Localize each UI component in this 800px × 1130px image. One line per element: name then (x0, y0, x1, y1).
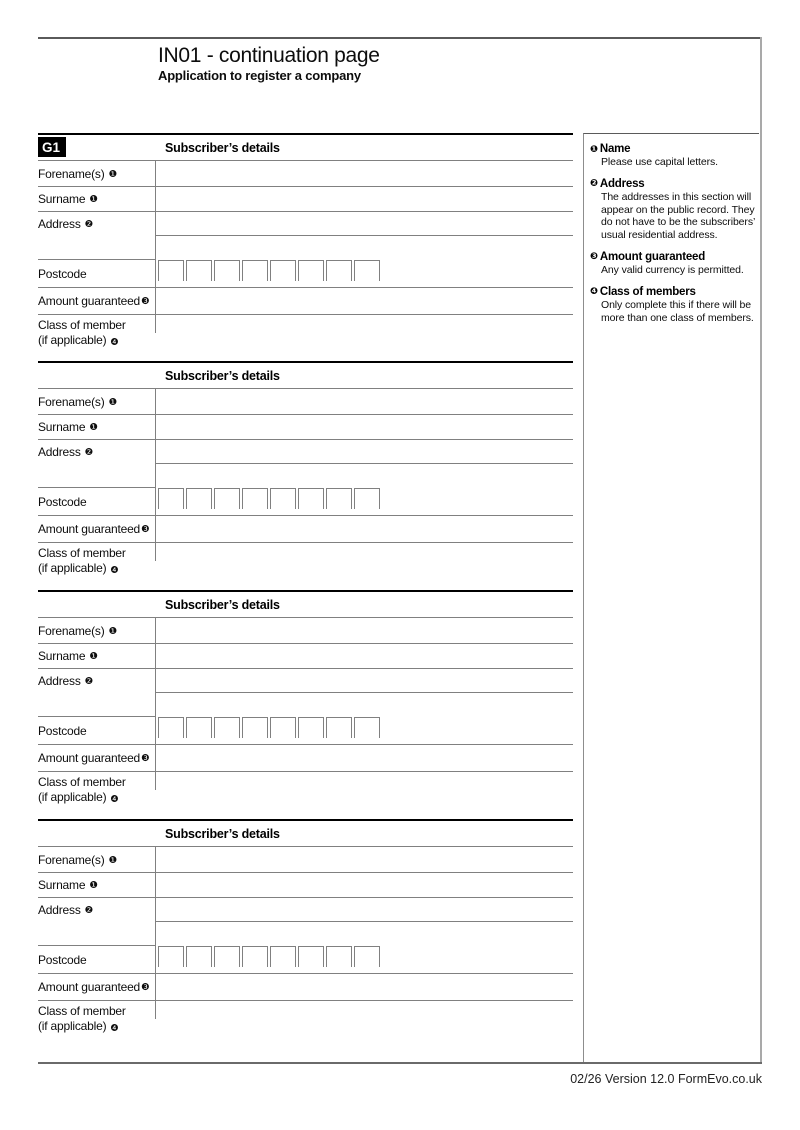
surname-input[interactable] (155, 415, 573, 439)
address-row-2 (38, 922, 573, 946)
amount-guaranteed-label: Amount guaranteed ❸ (38, 980, 150, 994)
surname-label: Surname ❶ (38, 649, 98, 663)
note-3-marker-icon: ❸ (141, 296, 150, 307)
note-2-marker-icon: ❷ (590, 178, 598, 190)
subscriber-block-1 (38, 133, 573, 366)
surname-row (38, 187, 573, 212)
surname-row (38, 644, 573, 669)
form-title: IN01 - continuation page (158, 44, 380, 67)
class-of-member-label: Class of member (if applicable) ❹ (38, 775, 126, 805)
postcode-box[interactable] (270, 946, 296, 967)
address-row-2 (38, 236, 573, 260)
surname-row (38, 873, 573, 898)
note-1-marker-icon: ❶ (108, 396, 117, 408)
note-2-marker-icon: ❷ (84, 676, 93, 687)
postcode-box[interactable] (298, 488, 324, 509)
address-label: Address ❷ (38, 903, 93, 917)
amount-guaranteed-label: Amount guaranteed ❸ (38, 294, 150, 308)
note-1-marker-icon: ❶ (89, 880, 98, 891)
postcode-box[interactable] (242, 260, 268, 281)
postcode-box[interactable] (242, 488, 268, 509)
column-divider (155, 847, 156, 1019)
address-line2-input[interactable] (155, 464, 573, 488)
class-of-member-label: Class of member (if applicable) ❹ (38, 318, 126, 348)
postcode-box[interactable] (186, 488, 212, 509)
note-4-marker-icon: ❹ (590, 286, 598, 298)
postcode-box[interactable] (270, 488, 296, 509)
postcode-box[interactable] (326, 488, 352, 509)
amount-guaranteed-input[interactable] (155, 745, 573, 771)
postcode-box[interactable] (186, 946, 212, 967)
forenames-row (38, 847, 573, 873)
postcode-box[interactable] (158, 488, 184, 509)
postcode-box[interactable] (326, 946, 352, 967)
note-4-marker-icon: ❹ (110, 336, 119, 348)
class-of-member-input[interactable] (155, 543, 573, 594)
postcode-box[interactable] (326, 717, 352, 738)
surname-input[interactable] (155, 187, 573, 211)
postcode-boxes (155, 946, 573, 973)
note-body: Any valid currency is permitted. (601, 263, 744, 276)
section-title: Subscriber’s details (165, 827, 280, 841)
address-line1-input[interactable] (155, 440, 573, 464)
note-1-marker-icon: ❶ (108, 854, 117, 866)
column-divider (155, 618, 156, 790)
address-row-2 (38, 693, 573, 717)
address-row-1 (38, 212, 573, 236)
bottom-rule (38, 1062, 762, 1064)
surname-label: Surname ❶ (38, 420, 98, 434)
address-line1-input[interactable] (155, 212, 573, 236)
address-row-1 (38, 898, 573, 922)
postcode-box[interactable] (326, 260, 352, 281)
postcode-box[interactable] (242, 946, 268, 967)
note-4-marker-icon: ❹ (110, 564, 119, 576)
note-1-marker-icon: ❶ (108, 625, 117, 637)
forenames-row (38, 389, 573, 415)
section-header-row (38, 363, 573, 389)
amount-guaranteed-row (38, 288, 573, 315)
postcode-box[interactable] (214, 946, 240, 967)
postcode-box[interactable] (186, 260, 212, 281)
note-2-marker-icon: ❷ (84, 447, 93, 458)
subscriber-block-4 (38, 819, 573, 1052)
note-body: Only complete this if there will be more than one class of members. (601, 298, 754, 324)
address-line2-input[interactable] (155, 236, 573, 260)
note-body: Please use capital letters. (601, 156, 718, 168)
note-name (590, 143, 759, 169)
postcode-box[interactable] (354, 488, 380, 509)
form-subtitle: Application to register a company (158, 68, 361, 83)
forenames-input[interactable] (155, 618, 573, 643)
note-1-marker-icon: ❶ (108, 168, 117, 180)
address-row-2 (38, 464, 573, 488)
class-of-member-input[interactable] (155, 1001, 573, 1052)
notes-sidebar (583, 133, 759, 1062)
note-class-of-members (590, 286, 759, 325)
note-4-marker-icon: ❹ (110, 1022, 119, 1034)
postcode-box[interactable] (158, 717, 184, 738)
surname-label: Surname ❶ (38, 192, 98, 206)
section-badge-g1: G1 (38, 137, 66, 157)
section-header-row (38, 135, 573, 161)
note-3-marker-icon: ❸ (141, 982, 150, 993)
surname-input[interactable] (155, 873, 573, 897)
postcode-label: Postcode (38, 723, 87, 738)
note-title: Address (599, 177, 645, 190)
forenames-input[interactable] (155, 389, 573, 414)
amount-guaranteed-input[interactable] (155, 288, 573, 314)
postcode-row (38, 260, 573, 288)
class-of-member-input[interactable] (155, 772, 573, 823)
section-title: Subscriber’s details (165, 598, 280, 612)
postcode-box[interactable] (354, 260, 380, 281)
forenames-row (38, 161, 573, 187)
class-of-member-row (38, 543, 573, 594)
note-body: The addresses in this section will appear on the public record. They do not have to be the subscribers’ usual residential address. (601, 190, 755, 242)
surname-row (38, 415, 573, 440)
subscriber-block-2 (38, 361, 573, 594)
note-2-marker-icon: ❷ (84, 905, 93, 916)
postcode-box[interactable] (214, 260, 240, 281)
forenames-input[interactable] (155, 847, 573, 872)
note-1-marker-icon: ❶ (89, 194, 98, 205)
class-of-member-label: Class of member (if applicable) ❹ (38, 546, 126, 576)
note-1-marker-icon: ❶ (89, 651, 98, 662)
postcode-box[interactable] (214, 717, 240, 738)
forenames-row (38, 618, 573, 644)
address-row-1 (38, 440, 573, 464)
note-1-marker-icon: ❶ (89, 422, 98, 433)
postcode-box[interactable] (158, 260, 184, 281)
column-divider (155, 161, 156, 333)
section-title: Subscriber’s details (165, 141, 280, 155)
forenames-input[interactable] (155, 161, 573, 186)
postcode-boxes (155, 260, 573, 287)
address-line2-input[interactable] (155, 693, 573, 717)
postcode-box[interactable] (354, 717, 380, 738)
postcode-box[interactable] (214, 488, 240, 509)
postcode-row (38, 488, 573, 516)
class-of-member-row (38, 772, 573, 823)
class-of-member-row (38, 315, 573, 366)
class-of-member-input[interactable] (155, 315, 573, 366)
postcode-box[interactable] (270, 260, 296, 281)
forenames-label: Forename(s) ❶ (38, 852, 117, 867)
amount-guaranteed-label: Amount guaranteed ❸ (38, 751, 150, 765)
postcode-box[interactable] (158, 946, 184, 967)
postcode-label: Postcode (38, 494, 87, 509)
amount-guaranteed-label: Amount guaranteed ❸ (38, 522, 150, 536)
section-header-row (38, 592, 573, 618)
note-title: Amount guaranteed (599, 250, 706, 263)
address-label: Address ❷ (38, 445, 93, 459)
class-of-member-row (38, 1001, 573, 1052)
postcode-box[interactable] (298, 946, 324, 967)
postcode-box[interactable] (298, 260, 324, 281)
note-title: Name (599, 143, 631, 155)
amount-guaranteed-input[interactable] (155, 974, 573, 1000)
class-of-member-label: Class of member (if applicable) ❹ (38, 1004, 126, 1034)
column-divider (155, 389, 156, 561)
version-footer: 02/26 Version 12.0 FormEvo.co.uk (570, 1072, 762, 1086)
postcode-boxes (155, 488, 573, 515)
postcode-label: Postcode (38, 266, 87, 281)
postcode-row (38, 946, 573, 974)
section-header-row (38, 821, 573, 847)
note-1-marker-icon: ❶ (590, 143, 598, 155)
top-rule (38, 37, 762, 39)
note-2-marker-icon: ❷ (84, 219, 93, 230)
forenames-label: Forename(s) ❶ (38, 166, 117, 181)
note-3-marker-icon: ❸ (590, 251, 598, 263)
forenames-label: Forename(s) ❶ (38, 623, 117, 638)
postcode-label: Postcode (38, 952, 87, 967)
postcode-box[interactable] (298, 717, 324, 738)
address-row-1 (38, 669, 573, 693)
amount-guaranteed-row (38, 974, 573, 1001)
postcode-row (38, 717, 573, 745)
surname-input[interactable] (155, 644, 573, 668)
postcode-box[interactable] (354, 946, 380, 967)
note-3-marker-icon: ❸ (141, 753, 150, 764)
address-line1-input[interactable] (155, 898, 573, 922)
note-4-marker-icon: ❹ (110, 793, 119, 805)
postcode-box[interactable] (186, 717, 212, 738)
surname-label: Surname ❶ (38, 878, 98, 892)
amount-guaranteed-input[interactable] (155, 516, 573, 542)
subscriber-block-3 (38, 590, 573, 823)
note-title: Class of members (599, 285, 696, 298)
postcode-box[interactable] (242, 717, 268, 738)
postcode-box[interactable] (270, 717, 296, 738)
amount-guaranteed-row (38, 745, 573, 772)
address-line2-input[interactable] (155, 922, 573, 946)
amount-guaranteed-row (38, 516, 573, 543)
note-address (590, 178, 759, 242)
note-amount-guaranteed (590, 251, 759, 277)
note-3-marker-icon: ❸ (141, 524, 150, 535)
postcode-boxes (155, 717, 573, 744)
address-label: Address ❷ (38, 674, 93, 688)
address-label: Address ❷ (38, 217, 93, 231)
forenames-label: Forename(s) ❶ (38, 394, 117, 409)
address-line1-input[interactable] (155, 669, 573, 693)
section-title: Subscriber’s details (165, 369, 280, 383)
